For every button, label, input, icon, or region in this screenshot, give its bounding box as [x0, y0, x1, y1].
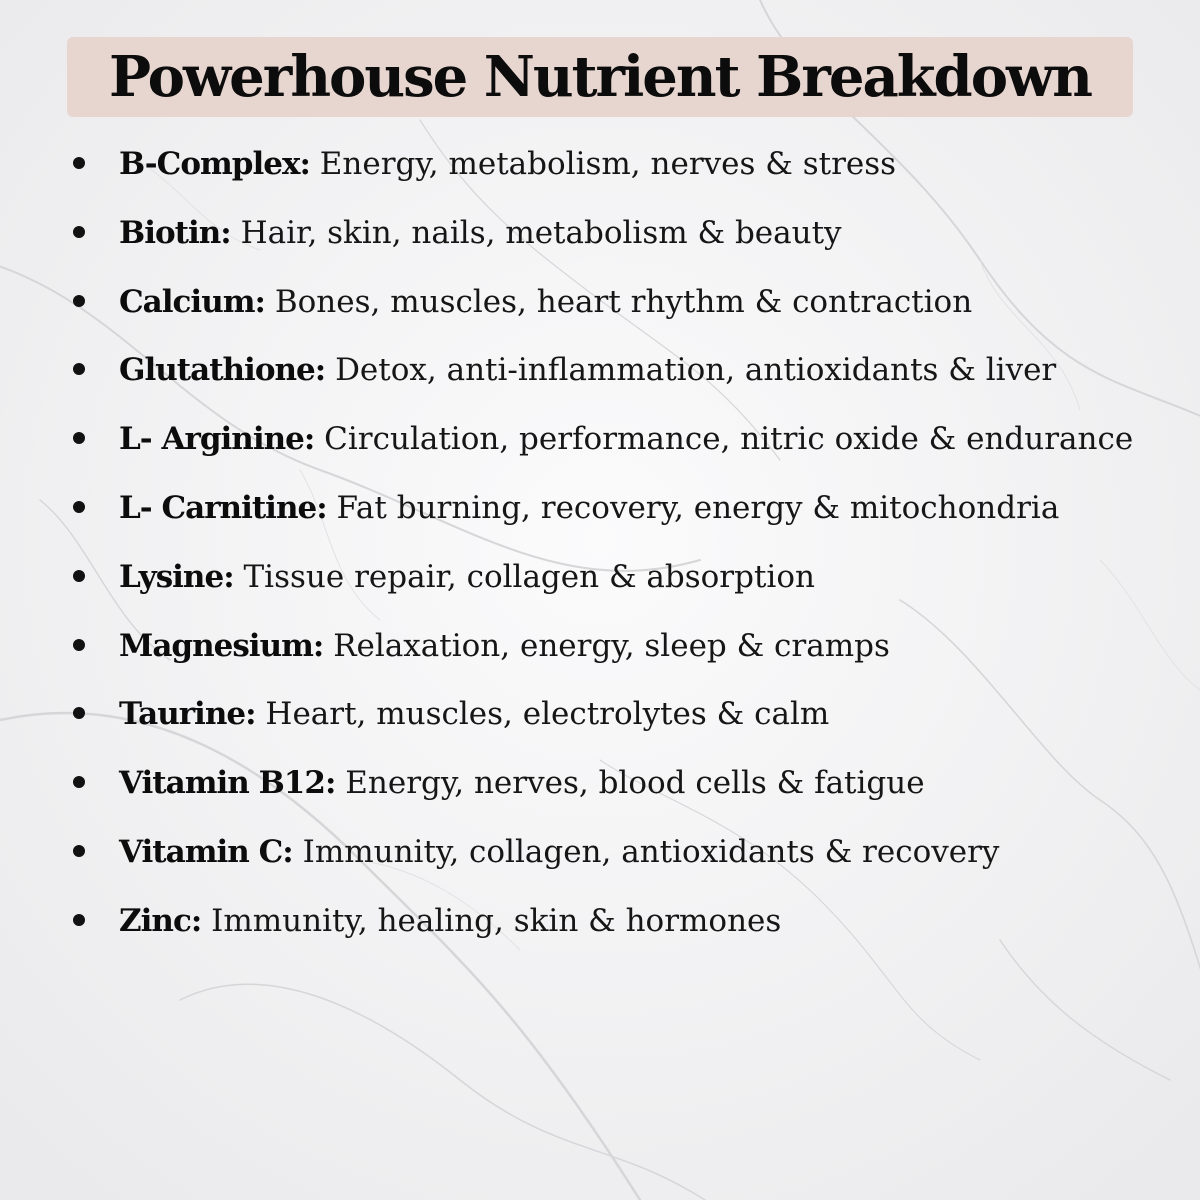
list-item	[0, 680, 1200, 749]
bullet-icon	[73, 776, 85, 788]
bullet-icon	[73, 914, 85, 926]
list-item	[0, 749, 1200, 818]
bullet-icon	[73, 363, 85, 375]
nutrient-benefits: Energy, nerves, blood cells & fatigue	[345, 765, 925, 802]
nutrient-benefits: Tissue repair, collagen & absorption	[243, 558, 815, 595]
nutrient-name: B-Complex:	[119, 146, 310, 182]
nutrient-benefits: Circulation, performance, nitric oxide & endurance	[324, 421, 1134, 458]
list-item	[0, 818, 1200, 887]
nutrient-benefits: Immunity, healing, skin & hormones	[211, 902, 782, 939]
list-item	[0, 336, 1200, 405]
list-item	[0, 887, 1200, 956]
nutrient-benefits: Fat burning, recovery, energy & mitochondria	[336, 489, 1060, 526]
bullet-icon	[73, 157, 85, 169]
nutrient-benefits: Immunity, collagen, antioxidants & recovery	[302, 833, 1000, 870]
nutrient-benefits: Energy, metabolism, nerves & stress	[319, 146, 897, 182]
nutrient-benefits: Detox, anti-inflammation, antioxidants & liver	[335, 352, 1057, 389]
nutrient-name: L- Carnitine:	[119, 489, 327, 526]
list-item	[0, 543, 1200, 612]
nutrient-benefits: Relaxation, energy, sleep & cramps	[333, 627, 890, 664]
nutrient-benefits: Heart, muscles, electrolytes & calm	[265, 696, 830, 733]
nutrient-name: Zinc:	[119, 902, 202, 939]
list-item	[0, 474, 1200, 543]
nutrient-name: L- Arginine:	[119, 421, 315, 458]
nutrient-name: Lysine:	[119, 558, 234, 595]
bullet-icon	[73, 707, 85, 719]
nutrient-name: Magnesium:	[119, 627, 324, 664]
nutrient-benefits: Bones, muscles, heart rhythm & contraction	[274, 283, 973, 320]
page-title: Powerhouse Nutrient Breakdown	[109, 44, 1091, 110]
list-item	[0, 612, 1200, 681]
list-item	[0, 130, 1200, 199]
nutrient-name: Vitamin B12:	[119, 765, 336, 802]
nutrient-name: Glutathione:	[119, 352, 326, 389]
list-item	[0, 405, 1200, 474]
bullet-icon	[73, 226, 85, 238]
list-item	[0, 199, 1200, 268]
bullet-icon	[73, 501, 85, 513]
nutrient-name: Calcium:	[119, 283, 265, 320]
nutrient-list	[0, 130, 1200, 956]
nutrient-name: Biotin:	[119, 214, 231, 251]
bullet-icon	[73, 432, 85, 444]
nutrient-benefits: Hair, skin, nails, metabolism & beauty	[240, 214, 842, 251]
bullet-icon	[73, 570, 85, 582]
nutrient-name: Vitamin C:	[119, 833, 293, 870]
bullet-icon	[73, 845, 85, 857]
nutrient-name: Taurine:	[119, 696, 256, 733]
list-item	[0, 268, 1200, 337]
bullet-icon	[73, 295, 85, 307]
bullet-icon	[73, 639, 85, 651]
